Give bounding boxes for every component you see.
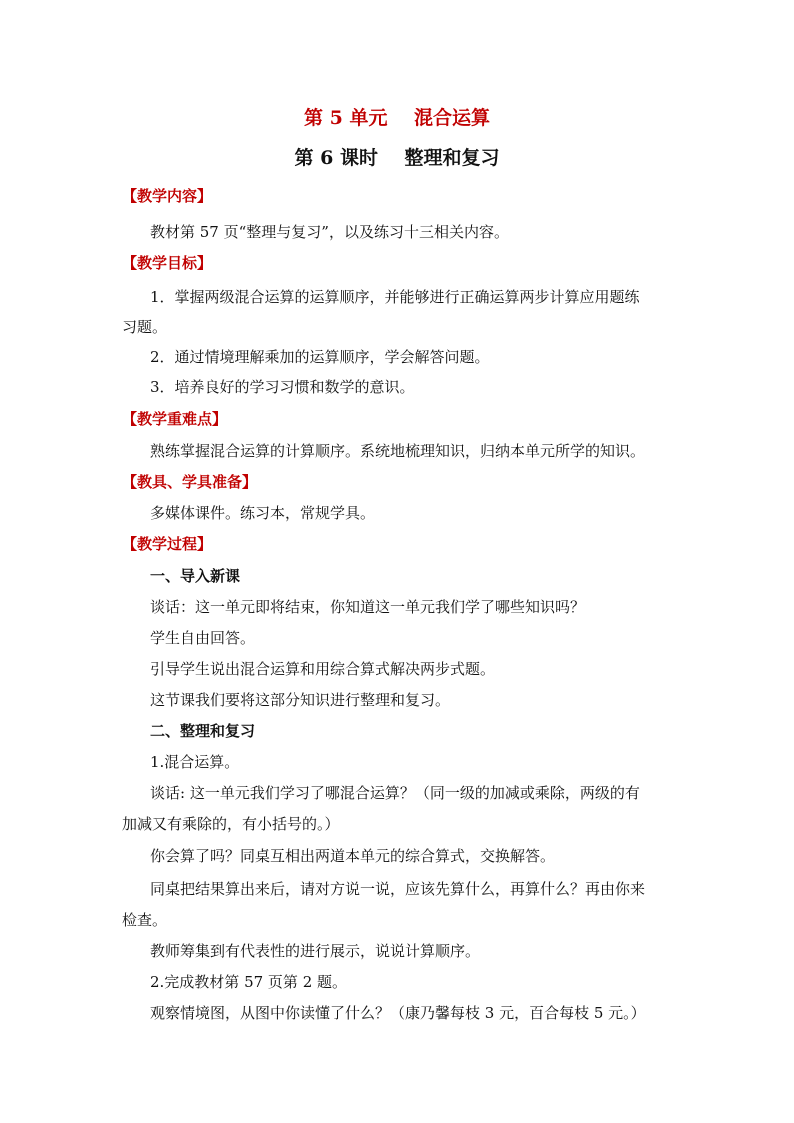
part-2-title: 二、整理和复习 [150, 722, 256, 740]
goal-3: 3．培养良好的学习习惯和数学的意识。 [150, 378, 415, 396]
part-1-line-2: 学生自由回答。 [150, 629, 256, 647]
goal-1-line-1: 1．掌握两级混合运算的运算顺序，并能够进行正确运算两步计算应用题练 [150, 288, 640, 306]
part-2-line-2a: 谈话: 这一单元我们学习了哪混合运算？（同一级的加减或乘除，两级的有 [150, 784, 640, 802]
content-text: 教材第 57 页“整理与复习”，以及练习十三相关内容。 [150, 223, 509, 241]
section-heading-process: 【教学过程】 [122, 535, 213, 553]
key-points-text: 熟练掌握混合运算的计算顺序。系统地梳理知识，归纳本单元所学的知识。 [150, 442, 646, 460]
tools-text: 多媒体课件。练习本，常规学具。 [150, 504, 376, 522]
section-heading-key-points: 【教学重难点】 [122, 410, 228, 428]
part-1-line-1: 谈话：这一单元即将结束，你知道这一单元我们学了哪些知识吗？ [150, 598, 586, 616]
part-2-line-3: 你会算了吗？同桌互相出两道本单元的综合算式，交换解答。 [150, 847, 556, 865]
lesson-title: 第 6 课时 整理和复习 [294, 147, 500, 169]
part-2-line-4b: 检查。 [122, 911, 168, 929]
part-2-line-1: 1.混合运算。 [150, 753, 240, 771]
part-1-title: 一、导入新课 [150, 567, 241, 585]
part-2-line-6: 2.完成教材第 57 页第 2 题。 [150, 973, 348, 991]
part-1-line-3: 引导学生说出混合运算和用综合算式解决两步式题。 [150, 660, 496, 678]
section-heading-goals: 【教学目标】 [122, 254, 213, 272]
part-2-line-2b: 加减又有乘除的，有小括号的。） [122, 815, 340, 833]
section-heading-tools: 【教具、学具准备】 [122, 473, 258, 491]
part-2-line-4a: 同桌把结果算出来后，请对方说一说，应该先算什么，再算什么？再由你来 [150, 880, 646, 898]
part-2-line-7: 观察情境图，从图中你读懂了什么？（康乃馨每枝 3 元，百合每枝 5 元。） [150, 1004, 646, 1022]
goal-2: 2．通过情境理解乘加的运算顺序，学会解答问题。 [150, 348, 490, 366]
part-1-line-4: 这节课我们要将这部分知识进行整理和复习。 [150, 691, 451, 709]
unit-title: 第 5 单元 混合运算 [304, 107, 490, 129]
section-heading-content: 【教学内容】 [122, 187, 213, 205]
part-2-line-5: 教师筹集到有代表性的进行展示，说说计算顺序。 [150, 942, 481, 960]
goal-1-line-2: 习题。 [122, 318, 168, 336]
